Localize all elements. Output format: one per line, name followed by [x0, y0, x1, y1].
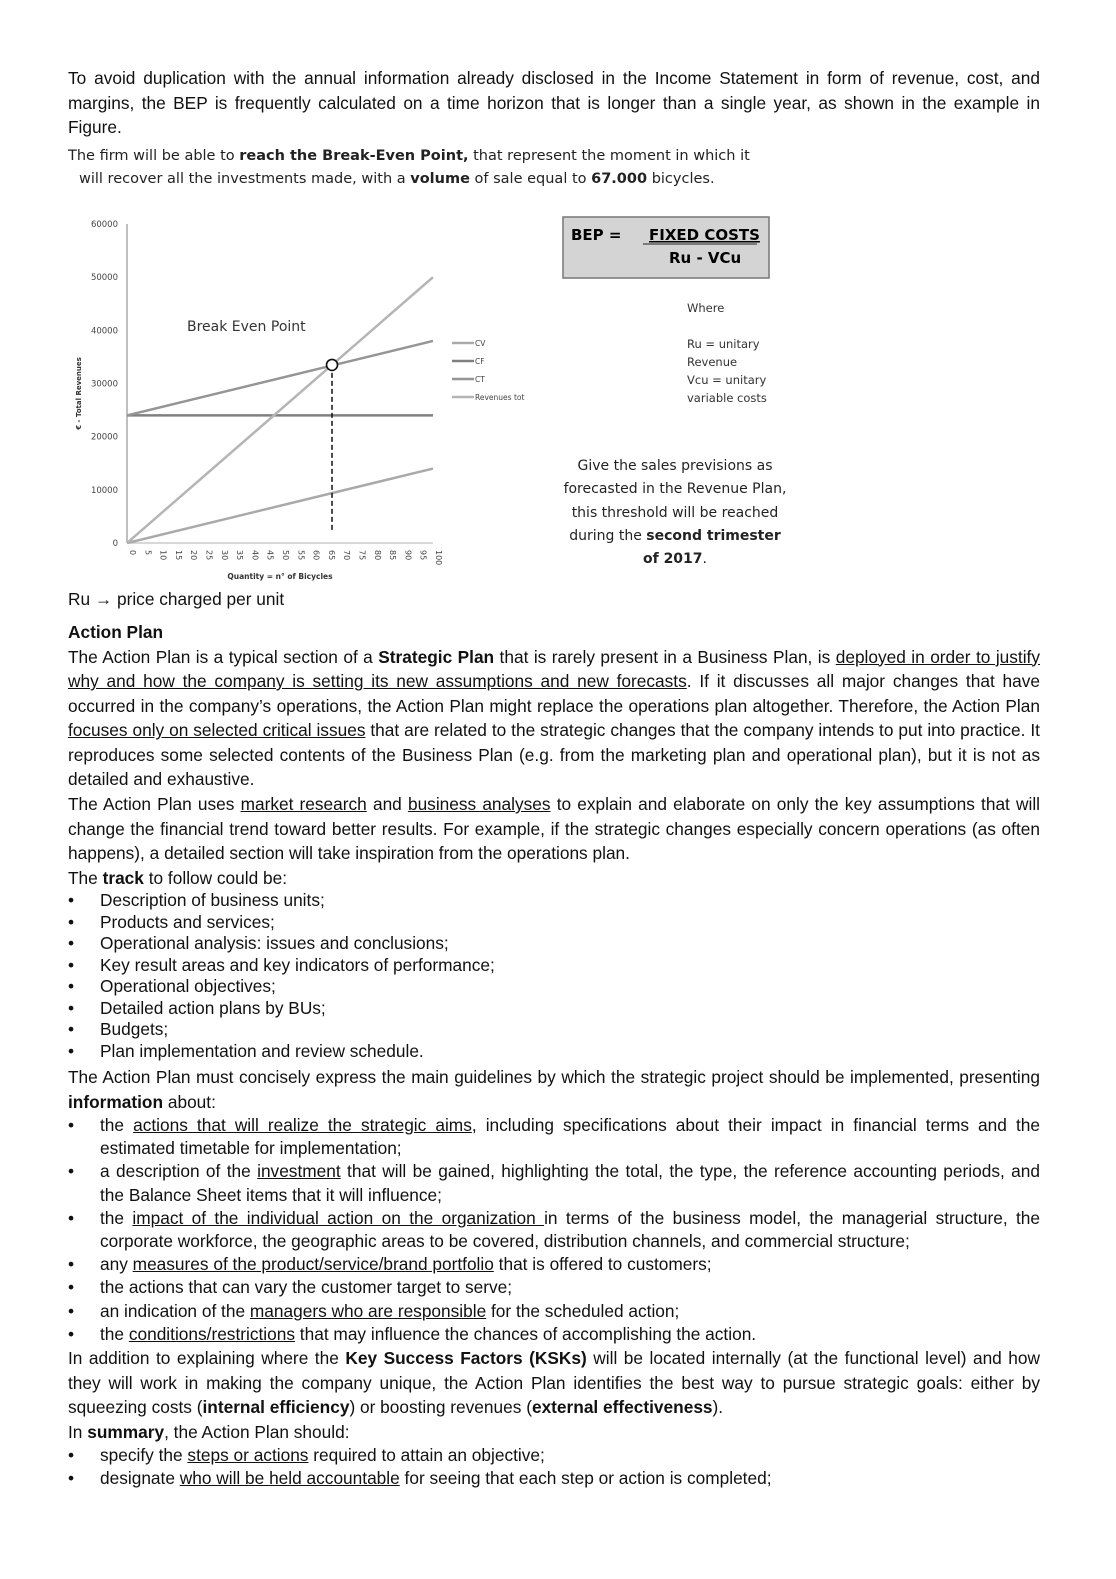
text-run: that represent the moment in which it — [468, 148, 750, 164]
legend-label: CV — [475, 339, 486, 348]
x-tick-label: 80 — [372, 550, 382, 561]
where-line: variable costs — [687, 391, 767, 405]
x-tick-label: 5 — [143, 550, 153, 556]
underlined-text: market research — [240, 794, 367, 815]
x-tick-label: 45 — [265, 550, 275, 561]
text-run: Plan implementation and review schedule. — [100, 1040, 424, 1061]
x-tick-label: 65 — [326, 550, 336, 561]
formula-box — [563, 217, 769, 278]
text-run: Budgets; — [100, 1019, 169, 1040]
bold-text: 67.000 — [591, 171, 648, 187]
paragraph — [68, 1346, 1040, 1420]
y-tick-label: 40000 — [90, 326, 118, 337]
intro-paragraph — [68, 66, 1040, 140]
text-run: In — [68, 1421, 88, 1442]
text-run: Key result areas and key indicators of performance; — [100, 954, 495, 975]
x-tick-label: 10 — [158, 550, 168, 561]
paragraph — [68, 792, 1040, 866]
text-run: Give the sales previsions as forecasted in the Revenue Plan, this threshold will be reached during the — [563, 458, 787, 544]
series-line-revenues-tot — [127, 277, 433, 543]
text-run: Detailed action plans by BUs; — [100, 997, 326, 1018]
text-run: The firm will be able to — [68, 148, 240, 164]
list-item — [68, 912, 1040, 934]
list-item — [68, 1276, 1040, 1299]
text-run: an indication of the — [100, 1300, 250, 1321]
text-run: Operational analysis: issues and conclusions; — [100, 933, 449, 954]
underlined-text: managers who are responsible — [249, 1300, 487, 1321]
x-tick-label: 70 — [342, 550, 352, 561]
text-run: ). — [712, 1397, 724, 1418]
paragraph — [68, 1065, 1040, 1114]
text-run: ) or boosting revenues ( — [349, 1397, 532, 1418]
list-item — [68, 976, 1040, 998]
list-item — [68, 1323, 1040, 1346]
x-tick-label: 15 — [173, 550, 183, 561]
text-run: and — [366, 794, 408, 815]
break-even-figure — [60, 140, 800, 585]
section-heading-action-plan: Action Plan — [68, 622, 164, 642]
text-run: that may influence the chances of accomplishing the action. — [295, 1323, 757, 1344]
where-line: Ru = unitary — [687, 337, 760, 351]
y-tick-label: 20000 — [90, 432, 118, 443]
text-run: will be located internally (at the functional level) and how they will work in making the company unique, the Action Plan identifies the best way to pursue strategic goals: either by squeezing costs ( — [68, 1348, 1041, 1418]
where-line: Vcu = unitary — [687, 373, 767, 387]
x-tick-label: 55 — [296, 550, 306, 561]
underlined-text: investment — [257, 1161, 341, 1182]
list-item — [68, 1444, 1040, 1467]
text-run: Description of business units; — [100, 890, 325, 911]
text-run: . If it discusses all major changes that have occurred in the company’s operations, the Action Plan might replace the operations plan altogether. Therefore, the Action Plan — [68, 671, 1040, 716]
where-label: Where — [687, 301, 725, 315]
list-item — [68, 1114, 1040, 1160]
text-run: . — [702, 551, 707, 568]
text-run: Operational objectives; — [100, 976, 276, 997]
text-run: any — [100, 1254, 133, 1275]
text-run: that will be gained, highlighting the total, the type, the reference accounting periods, and the Balance Sheet items that it will influence; — [100, 1161, 1040, 1205]
x-tick-label: 60 — [311, 550, 321, 561]
figure-note — [560, 455, 790, 571]
list-item — [68, 1467, 1040, 1490]
x-tick-label: 40 — [250, 550, 260, 561]
x-tick-label: 30 — [219, 550, 229, 561]
list-item — [68, 1019, 1040, 1041]
paragraph — [68, 645, 1040, 793]
bold-text: summary — [87, 1421, 165, 1442]
underlined-text: steps or actions — [187, 1445, 309, 1466]
bold-text: internal efficiency — [202, 1397, 350, 1418]
summary-list — [68, 1444, 1040, 1490]
text-run: specify the — [100, 1445, 188, 1466]
chart-title: Break Even Point — [187, 319, 306, 335]
text-run: the — [100, 1115, 134, 1136]
y-tick-label: 60000 — [90, 220, 118, 230]
y-axis-label: € - Total Revenues — [75, 357, 83, 430]
y-tick-label: 0 — [112, 539, 118, 549]
text-run: about: — [163, 1091, 216, 1112]
text-run: , the Action Plan should: — [164, 1421, 350, 1442]
list-item — [68, 955, 1040, 977]
underlined-text: measures of the product/service/brand portfolio — [132, 1254, 494, 1275]
list-item — [68, 998, 1040, 1020]
paragraph — [68, 866, 1040, 891]
x-tick-label: 25 — [204, 550, 214, 561]
text-run: a description of the — [100, 1161, 258, 1182]
bold-text: volume — [410, 171, 470, 187]
text-run: the actions that can vary the customer target to serve; — [100, 1277, 513, 1298]
text-run: , including specifications about their impact in financial terms and the estimated timetable for implementation; — [100, 1115, 1040, 1159]
text-run: of sale equal to — [469, 171, 592, 187]
text-run: that is offered to customers; — [493, 1254, 712, 1275]
list-item — [68, 1300, 1040, 1323]
x-tick-label: 85 — [388, 550, 398, 561]
text-run: To avoid duplication with the annual information already disclosed in the Income Statement in form of revenue, cost, and margins, the BEP is frequently calculated on a time horizon that is longer than a single year, as shown in the example in Figure. — [68, 68, 1040, 137]
y-tick-label: 30000 — [90, 379, 118, 390]
underlined-text: deployed in order to justify why and how the company is setting its new assumptions and new forecasts — [68, 646, 1040, 692]
bold-text: second trimester of 2017 — [642, 527, 781, 568]
formula-denominator: Ru - VCu — [669, 249, 742, 267]
figure-caption-line1 — [67, 148, 750, 164]
text-run: that is rarely present in a Business Plan, is — [494, 646, 836, 667]
text-run: to follow could be: — [143, 867, 288, 888]
series-line-cv — [127, 469, 433, 543]
list-item — [68, 1160, 1040, 1206]
underlined-text: who will be held accountable — [179, 1468, 400, 1489]
bold-text: Strategic Plan — [378, 646, 495, 667]
x-tick-label: 20 — [189, 550, 199, 561]
figure-caption-line2 — [79, 171, 715, 187]
text-run: in terms of the business model, the managerial structure, the corporate workforce, the geographic areas to be covered, distribution channels, and commercial structure; — [100, 1207, 1040, 1252]
text-run: bicycles. — [647, 171, 715, 187]
list-item — [68, 1207, 1040, 1253]
break-even-point-marker — [327, 359, 338, 370]
bold-text: track — [102, 867, 144, 888]
text-run: the — [100, 1207, 133, 1228]
underlined-text: conditions/restrictions — [128, 1323, 295, 1344]
text-run: The — [68, 867, 103, 888]
x-tick-label: 100 — [434, 550, 443, 566]
list-item — [68, 890, 1040, 912]
list-item — [68, 1041, 1040, 1063]
underlined-text: focuses only on selected critical issues — [68, 720, 366, 741]
x-tick-label: 50 — [281, 550, 290, 561]
text-run: the — [100, 1323, 129, 1344]
formula-numerator: FIXED COSTS — [649, 226, 760, 244]
bold-text: Key Success Factors (KSKs) — [345, 1348, 587, 1369]
legend-label: CF — [475, 357, 485, 366]
x-tick-label: 90 — [403, 550, 413, 561]
text-run: In addition to explaining where the — [68, 1348, 346, 1369]
y-tick-label: 50000 — [90, 273, 118, 284]
y-tick-label: 10000 — [90, 485, 118, 496]
text-run: designate — [100, 1468, 180, 1489]
underlined-text: impact of the individual action on the organization — [132, 1207, 545, 1228]
text-run: for seeing that each step or action is completed; — [399, 1468, 772, 1489]
text-run: Products and services; — [100, 911, 275, 932]
bold-text: information — [68, 1091, 164, 1112]
legend-label: Revenues tot — [475, 393, 525, 402]
text-run: will recover all the investments made, with a — [79, 171, 411, 187]
text-run: that are related to the strategic changes that the company intends to put into practice. It reproduces some selected contents of the Business Plan (e.g. from the marketing plan and operational plan), but it is not as detailed and exhaustive. — [68, 720, 1040, 790]
list-item — [68, 933, 1040, 955]
ru-note: Ru → price charged per unit — [68, 589, 285, 609]
legend-label: CT — [475, 375, 485, 384]
where-line: Revenue — [687, 355, 738, 369]
underlined-text: actions that will realize the strategic aims — [133, 1115, 472, 1136]
text-run: to explain and elaborate on only the key assumptions that will change the financial trend toward better results. For example, if the strategic changes especially concern operations (as often happens), a detailed section will take inspiration from the operations plan. — [68, 794, 1041, 864]
x-tick-label: 75 — [357, 550, 367, 561]
paragraph — [68, 1420, 1040, 1445]
list-item — [68, 1253, 1040, 1276]
x-tick-label: 35 — [235, 550, 245, 561]
series-line-ct — [127, 341, 433, 415]
text-run: for the scheduled action; — [486, 1300, 680, 1321]
track-list — [68, 890, 1040, 1062]
text-run: The Action Plan uses — [68, 794, 241, 815]
x-tick-label: 0 — [128, 550, 137, 556]
x-tick-label: 95 — [418, 550, 428, 561]
x-axis-label: Quantity = n° of Bicycles — [227, 572, 333, 581]
bold-text: external effectiveness — [531, 1397, 713, 1418]
text-run: The Action Plan is a typical section of a — [68, 646, 379, 667]
text-run: required to attain an objective; — [308, 1445, 545, 1466]
formula-lhs: BEP = — [571, 226, 622, 244]
bold-text: reach the Break-Even Point, — [239, 148, 469, 164]
underlined-text: business analyses — [407, 794, 551, 815]
text-run: The Action Plan must concisely express the main guidelines by which the strategic project should be implemented, presenting — [68, 1067, 1040, 1088]
information-list — [68, 1114, 1040, 1346]
